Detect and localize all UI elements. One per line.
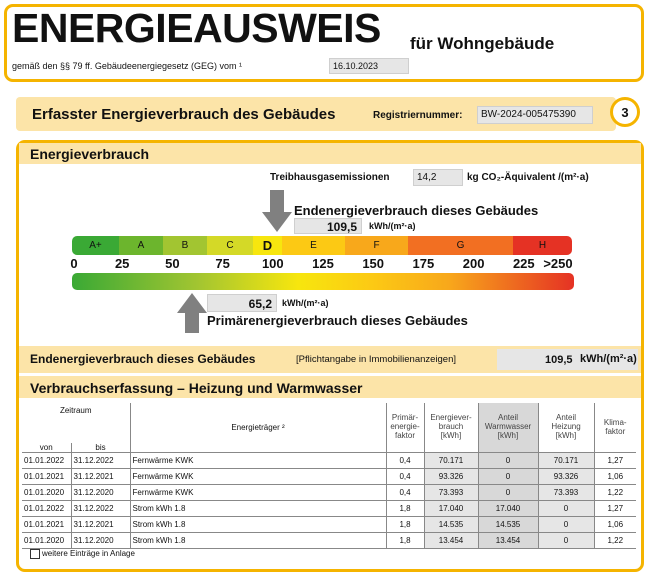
cell-heizung: 0 [538, 533, 594, 549]
cell-von: 01.01.2022 [22, 501, 71, 517]
more-entries-checkbox[interactable] [30, 549, 40, 559]
cell-pef: 0,4 [386, 453, 424, 469]
energy-class-g: G [408, 236, 513, 255]
scale-tick: 200 [462, 256, 485, 271]
cell-energieverbrauch: 14.535 [424, 517, 478, 533]
cell-klimafaktor: 1,06 [594, 517, 636, 533]
ghg-unit: kg CO₂-Äquivalent /(m²·a) [467, 172, 589, 183]
end-label: Endenergieverbrauch dieses Gebäudes [294, 203, 539, 218]
cell-von: 01.01.2020 [22, 485, 71, 501]
table-row [22, 485, 636, 501]
cell-warmwasser: 0 [478, 469, 538, 485]
cell-energieverbrauch: 13.454 [424, 533, 478, 549]
scale-tick: 125 [312, 256, 334, 271]
cell-warmwasser: 17.040 [478, 501, 538, 517]
cell-warmwasser: 0 [478, 453, 538, 469]
cell-traeger: Strom kWh 1.8 [130, 533, 386, 549]
cell-pef: 0,4 [386, 469, 424, 485]
cell-heizung: 70.171 [538, 453, 594, 469]
cell-traeger: Fernwärme KWK [130, 453, 386, 469]
cell-traeger: Fernwärme KWK [130, 469, 386, 485]
cell-pef: 1,8 [386, 501, 424, 517]
cell-heizung: 93.326 [538, 469, 594, 485]
energy-class-h: H [513, 236, 572, 255]
energie-title: Energieverbrauch [30, 146, 150, 162]
cell-klimafaktor: 1,22 [594, 485, 636, 501]
table-row [22, 453, 636, 469]
end-unit: kWh/(m²·a) [369, 221, 416, 231]
page-subtitle: für Wohngebäude [410, 34, 555, 53]
cell-bis: 31.12.2021 [71, 469, 130, 485]
col-warmwasser: Anteil Warmwasser [kWh] [478, 403, 538, 453]
energy-class-c: C [207, 236, 253, 255]
energy-class-b: B [163, 236, 207, 255]
energy-class-f: F [345, 236, 408, 255]
cell-von: 01.01.2021 [22, 517, 71, 533]
pflicht-note: [Pflichtangabe in Immobilienanzeigen] [296, 354, 457, 365]
col-klimafaktor: Klima- faktor [594, 403, 636, 453]
cell-pef: 1,8 [386, 517, 424, 533]
cell-klimafaktor: 1,27 [594, 501, 636, 517]
registration-label: Registriernummer: [373, 110, 463, 121]
end-value: 109,5 [294, 218, 362, 234]
cell-warmwasser: 13.454 [478, 533, 538, 549]
col-traeger: Energieträger ² [130, 403, 386, 453]
cell-warmwasser: 14.535 [478, 517, 538, 533]
table-row [22, 501, 636, 517]
cell-heizung: 0 [538, 501, 594, 517]
cell-von: 01.01.2022 [22, 453, 71, 469]
more-entries-label: weitere Einträge in Anlage [42, 549, 135, 558]
cell-bis: 31.12.2022 [71, 453, 130, 469]
cell-pef: 0,4 [386, 485, 424, 501]
scale-tick: 100 [261, 256, 284, 271]
scale-tick: 50 [165, 256, 180, 271]
cell-energieverbrauch: 93.326 [424, 469, 478, 485]
cell-klimafaktor: 1,22 [594, 533, 636, 549]
ghg-label: Treibhausgasemissionen [270, 172, 390, 183]
pflicht-unit: kWh/(m²·a) [580, 353, 637, 365]
cell-traeger: Fernwärme KWK [130, 485, 386, 501]
cell-bis: 31.12.2021 [71, 517, 130, 533]
cell-bis: 31.12.2022 [71, 501, 130, 517]
scale-tick: >250 [543, 256, 573, 271]
cell-pef: 1,8 [386, 533, 424, 549]
cell-von: 01.01.2021 [22, 469, 71, 485]
gradient-bar [72, 273, 574, 290]
date-field: 16.10.2023 [329, 58, 409, 74]
cell-klimafaktor: 1,27 [594, 453, 636, 469]
col-zeitraum: Zeitraum [59, 406, 92, 415]
col-von: von [22, 443, 71, 453]
scale-tick: 225 [512, 256, 535, 271]
col-bis: bis [71, 443, 130, 453]
col-pef: Primär- energie- faktor [386, 403, 424, 453]
scale-tick: 75 [215, 256, 230, 271]
energy-class-a: A [119, 236, 163, 255]
col-heizung: Anteil Heizung [kWh] [538, 403, 594, 453]
cell-energieverbrauch: 17.040 [424, 501, 478, 517]
primary-arrow-icon [177, 293, 207, 333]
verbrauch-title: Verbrauchserfassung – Heizung und Warmwasser [30, 380, 363, 396]
cell-energieverbrauch: 73.393 [424, 485, 478, 501]
scale-tick: 175 [412, 256, 435, 271]
law-text: gemäß den §§ 79 ff. Gebäudeenergiegesetz (GEG) vom ¹ [12, 61, 242, 71]
primary-value: 65,2 [207, 294, 277, 312]
col-energieverbrauch: Energiever- brauch [kWh] [424, 403, 478, 453]
pflicht-value: 109,5 [545, 354, 573, 366]
cell-bis: 31.12.2020 [71, 533, 130, 549]
cell-bis: 31.12.2020 [71, 485, 130, 501]
primary-label: Primärenergieverbrauch dieses Gebäudes [207, 313, 468, 328]
scale-tick: 0 [70, 256, 78, 271]
section-title: Erfasster Energieverbrauch des Gebäudes [32, 106, 336, 123]
primary-unit: kWh/(m²·a) [282, 298, 329, 308]
energy-class-a-plus: A+ [72, 236, 119, 255]
ghg-value: 14,2 [413, 169, 463, 186]
registration-number: BW-2024-005475390 [477, 106, 593, 124]
verbrauch-table [22, 403, 636, 549]
table-row [22, 469, 636, 485]
cell-klimafaktor: 1,06 [594, 469, 636, 485]
cell-energieverbrauch: 70.171 [424, 453, 478, 469]
cell-heizung: 73.393 [538, 485, 594, 501]
energy-class-d: D [253, 236, 282, 255]
end-arrow-icon [262, 190, 292, 232]
cell-heizung: 0 [538, 517, 594, 533]
cell-traeger: Strom kWh 1.8 [130, 517, 386, 533]
page-title: ENERGIEAUSWEIS [12, 5, 381, 51]
energy-class-e: E [282, 236, 345, 255]
cell-warmwasser: 0 [478, 485, 538, 501]
scale-tick: 25 [114, 256, 130, 271]
table-row [22, 517, 636, 533]
cell-von: 01.01.2020 [22, 533, 71, 549]
pflicht-label: Endenergieverbrauch dieses Gebäudes [30, 352, 256, 366]
page-number: 3 [610, 97, 640, 127]
scale-tick: 150 [362, 256, 385, 271]
table-row [22, 533, 636, 549]
cell-traeger: Strom kWh 1.8 [130, 501, 386, 517]
